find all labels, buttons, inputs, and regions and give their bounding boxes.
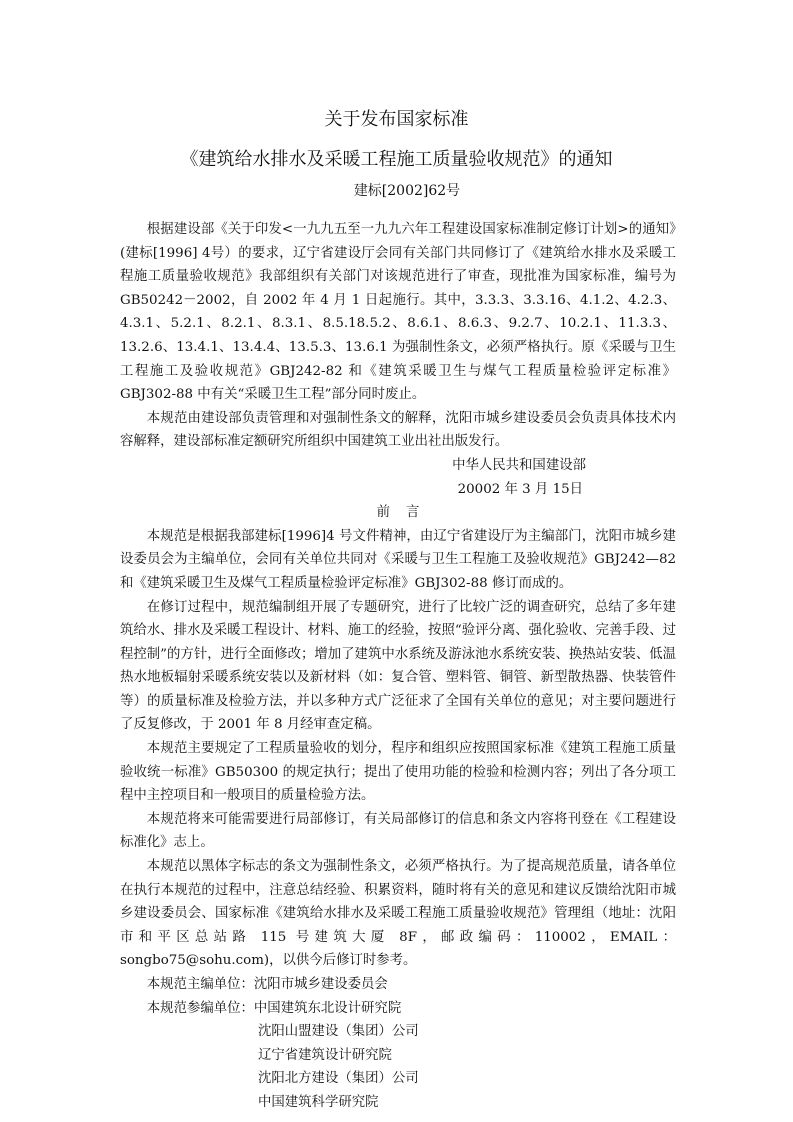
chief-editor-label: 本规范主编单位：	[146, 977, 254, 992]
chief-editor: 沈阳市城乡建设委员会	[253, 977, 388, 992]
preface-heading: 前言	[376, 505, 436, 521]
document-number: 建标[2002]62号	[353, 183, 461, 199]
standard-title: 《建筑给水排水及采暖工程施工质量验收规范》的通知	[180, 149, 613, 170]
preface-paragraph: 本规范主要规定了工程质量验收的划分，程序和组织应按照国家标准《建筑工程施工质量验收统一标准》GB50300 的规定执行；提出了使用功能的检验和检测内容；列出了各分项工程中主控项目和一般项目的质量检验方法。	[120, 741, 676, 804]
preface-paragraph: 在修订过程中，规范编制组开展了专题研究，进行了比较广泛的调查研究，总结了多年建筑给水、排水及采暖工程设计、材料、施工的经验，按照“验评分离、强化验收、完善手段、过程控制”的方针，进行全面修改；增加了建筑中水系统及游泳池水系统安装、换热站安装、低温热水地板辐射采暖系统安装以及新材料（如：复合管、塑料管、铜管、新型散热器、快装管件等）的质量标准及检验方法，并以多种方式广泛征求了全国有关单位的意见；对主要问题进行了反复修改，于 2001 年 8 月经审查定稿。	[120, 599, 676, 733]
notice-paragraph: 根据建设部《关于印发<一九九五至一九九六年工程建设国家标准制定修订计划>的通知》(建标[1996] 4号）的要求，辽宁省建设厅会同有关部门共同修订了《建筑给水排水及采暖工程施工质量验收规范》我部组织有关部门对该规范进行了审查，现批准为国家标准，编号为 GB50242－2002，自 2002 年 4 月 1 日起施行。其中，3.3.3、3.3.16、4.1.2、4.2.3、4.3.1、5.2.1、8.2.1、8.3.1、8.5.18.5.2、8.6.1、8.6.3、9.2.7、10.2.1、11.3.3、13.2.6、13.4.1、13.4.4、13.5.3、13.6.1 为强制性条文，必须严格执行。原《采暖与卫生工程施工及验收规范》GBJ242-82 和《建筑采暖卫生与煤气工程质量检验评定标准》GBJ302-88 中有关“采暖卫生工程”部分同时废止。	[120, 222, 676, 403]
participant-item: 中国建筑科学研究院	[258, 1094, 379, 1110]
notice-title: 关于发布国家标准	[324, 109, 469, 130]
participants-row	[120, 997, 676, 1021]
participant-item: 沈阳山盟建设（集团）公司	[258, 1024, 419, 1040]
participant-item: 辽宁省建筑设计研究院	[258, 1047, 392, 1063]
sign-date: 20002 年 3 月 15日	[457, 481, 583, 497]
participant-item: 沈阳北方建设（集团）公司	[258, 1071, 419, 1087]
participants-list	[120, 1020, 676, 1114]
document-body	[120, 218, 676, 1115]
preface-paragraph: 本规范将来可能需要进行局部修订，有关局部修订的信息和条文内容将刊登在《工程建设标准化》志上。	[120, 811, 676, 851]
participants-label: 本规范参编单位：	[146, 1000, 254, 1016]
signer: 中华人民共和国建设部	[452, 457, 586, 473]
chief-editor-row	[120, 973, 676, 997]
preface-paragraph: 本规范是根据我部建标[1996]4 号文件精神，由辽宁省建设厅为主编部门，沈阳市城乡建设委员会为主编单位，会同有关单位共同对《采暖与卫生工程施工及验收规范》GBJ242—82 和《建筑采暖卫生及煤气工程质量检验评定标准》GBJ302-88 修订而成的。	[120, 528, 676, 591]
participant-item: 中国建筑东北设计研究院	[253, 1000, 402, 1016]
preface-paragraph: 本规范以黑体字标志的条文为强制性条文，必须严格执行。为了提高规范质量，请各单位在执行本规范的过程中，注意总结经验、积累资料，随时将有关的意见和建议反馈给沈阳市城乡建设委员会、国家标准《建筑给水排水及采暖工程施工质量验收规范》管理组（地址：沈阳市和平区总站路 115 号建筑大厦 8F，邮政编码：110002，EMAIL：songbo75@sohu.com)，以供今后修订时参考。	[120, 859, 676, 969]
notice-paragraph: 本规范由建设部负责管理和对强制性条文的解释，沈阳市城乡建设委员会负责具体技术内容解释，建设部标准定额研究所组织中国建筑工业出社出版发行。	[120, 410, 676, 450]
